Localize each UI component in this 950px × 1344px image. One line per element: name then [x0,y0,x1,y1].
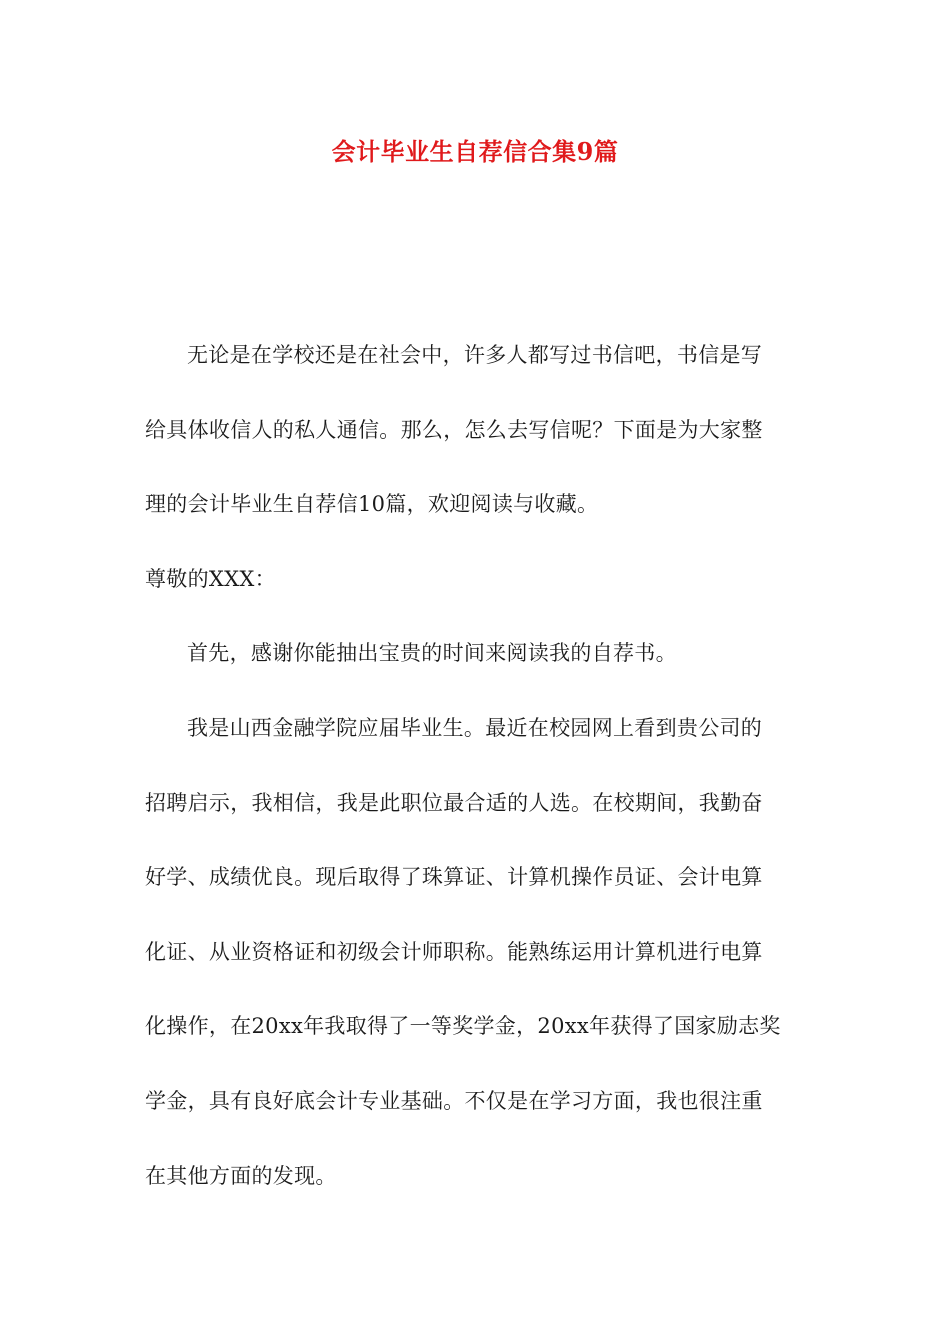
text-line: 招聘启示，我相信，我是此职位最合适的人选。在校期间，我勤奋 [145,790,763,815]
salutation [145,542,810,617]
text-line: 学金，具有良好底会计专业基础。不仅是在学习方面，我也很注重 [145,1088,763,1113]
text-line: 尊敬的XXX： [145,566,276,591]
document-body [145,318,810,1213]
text-line: 无论是在学校还是在社会中，许多人都写过书信吧，书信是写 [187,343,763,367]
text-line: 理的会计毕业生自荐信10篇，欢迎阅读与收藏。 [145,492,599,517]
text-line: 好学、成绩优良。现后取得了珠算证、计算机操作员证、会计电算 [145,865,763,890]
document-title: 会计毕业生自荐信合集9篇 [331,137,619,166]
text-line: 首先，感谢你能抽出宝贵的时间来阅读我的自荐书。 [187,641,677,666]
thanks-paragraph [145,616,810,691]
text-line: 我是山西金融学院应届毕业生。最近在校园网上看到贵公司的 [187,715,763,740]
text-line: 在其他方面的发现。 [145,1163,337,1188]
intro-paragraph [145,318,810,542]
text-line: 化操作，在20xx年我取得了一等奖学金，20xx年获得了国家励志奖 [145,1014,781,1039]
text-line: 化证、从业资格证和初级会计师职称。能熟练运用计算机进行电算 [145,939,763,964]
self-introduction-paragraph [145,691,810,1213]
text-line: 给具体收信人的私人通信。那么，怎么去写信呢？下面是为大家整 [145,417,763,442]
